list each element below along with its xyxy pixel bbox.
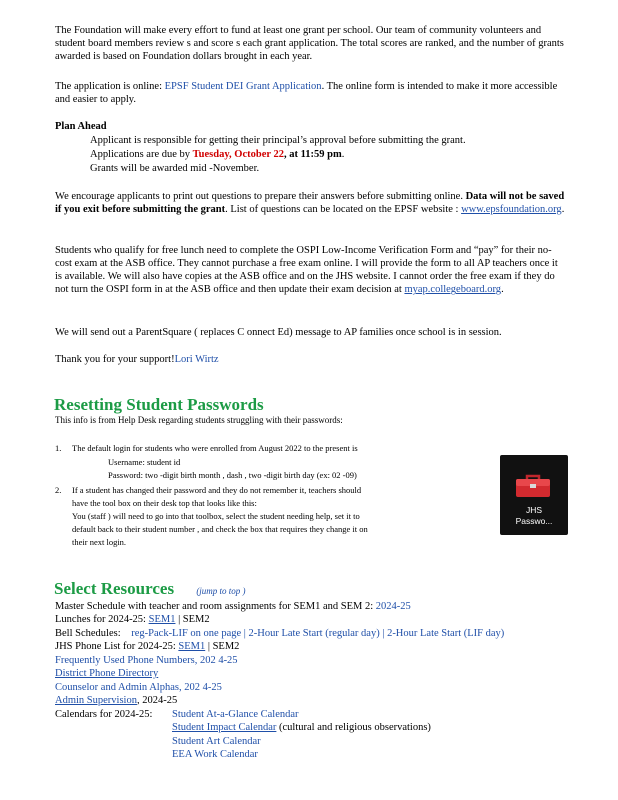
resource-text: Bell Schedules: (55, 628, 121, 639)
item2-line: If a student has changed their password and they do not remember it, teachers should (72, 485, 362, 495)
counselor-alphas-link[interactable]: Counselor and Admin Alphas, 202 4-25 (55, 682, 222, 693)
free-lunch-paragraph (55, 244, 565, 297)
resource-row (55, 600, 575, 613)
resource-row (55, 613, 575, 626)
grant-application-link[interactable]: EPSF Student DEI Grant Application (164, 81, 322, 92)
resource-row (172, 721, 431, 734)
bullet-end: . (341, 149, 345, 160)
encourage-end: . (561, 204, 565, 216)
resource-text: JHS Phone List for 2024-25: (55, 641, 176, 652)
application-suffix: . The online form is intended to make it more accessible and easier to apply. (55, 81, 558, 106)
resources-heading (54, 580, 246, 597)
master-schedule-link[interactable]: 2024-25 (375, 601, 411, 612)
resource-tail: | SEM2 (178, 614, 210, 625)
resource-tail: | SEM2 (207, 641, 240, 652)
resource-row (55, 627, 575, 640)
collegeboard-link[interactable]: myap.collegeboard.org (404, 284, 502, 296)
bell-schedules-links[interactable]: reg-Pack-LIF on one page | 2-Hour Late Start (regular day) | 2-Hour Late Start (LIF day) (131, 628, 505, 639)
item2-line: have the tool box on their desk top that looks like this: (72, 498, 257, 508)
district-directory-link[interactable]: District Phone Directory (55, 668, 159, 679)
art-calendar-link[interactable]: Student Art Calendar (172, 736, 261, 747)
due-time: , at 11:59 pm (283, 149, 342, 160)
bullet-text: Applicant is responsible for getting their principal’s approval before submitting the grant. (90, 135, 466, 146)
phone-numbers-link[interactable]: Frequently Used Phone Numbers, 202 4-25 (55, 655, 238, 666)
resources-heading-text: Select Resources (54, 579, 175, 598)
data-warning: Data will not be saved if you exit before submitting the grant (55, 191, 565, 216)
application-paragraph (55, 80, 565, 106)
encourage-text-2: . List of questions can be located on the EPSF website : (225, 204, 459, 216)
resource-tail: (cultural and religious observations) (279, 722, 431, 733)
item2-line: default back to their student number , and check the box that requires they change it on (72, 524, 368, 534)
resource-row (55, 694, 575, 707)
jhs-passwords-shortcut[interactable] (500, 455, 568, 535)
impact-calendar-link[interactable]: Student Impact Calendar (172, 722, 277, 733)
shortcut-label-line: JHS (525, 505, 543, 515)
shortcut-label-line: Passwo... (515, 515, 553, 526)
encourage-text: We encourage applicants to print out questions to prepare their answers before submitting online. (55, 191, 463, 202)
list-item (72, 148, 466, 162)
parentsquare-paragraph: We will send out a ParentSquare ( replaces C onnect Ed) message to AP families once school is in session. (55, 327, 502, 338)
username-line: Username: student id (108, 457, 181, 467)
item-number: 1. (55, 443, 62, 453)
due-date: Tuesday, October 22 (192, 149, 284, 160)
calendars-label: Calendars for 2024-25: (55, 709, 153, 720)
plan-ahead-heading: Plan Ahead (55, 121, 107, 132)
signature-name: Lori Wirtz (174, 354, 219, 365)
list-item (72, 162, 466, 176)
free-lunch-end: . (501, 284, 504, 296)
item2-line: their next login. (72, 537, 127, 547)
resource-tail: , 2024-25 (136, 695, 178, 706)
phone-list-sem1-link[interactable]: SEM1 (178, 641, 206, 652)
plan-ahead-list (72, 134, 466, 176)
admin-supervision-link[interactable]: Admin Supervision (55, 695, 137, 706)
resource-row (55, 640, 575, 653)
bullet-text: Applications are due by (90, 149, 191, 160)
password-line: Password: two -digit birth month , dash , two -digit birth day (ex: 02 -09) (108, 470, 357, 480)
lunches-sem1-link[interactable]: SEM1 (148, 614, 176, 625)
free-lunch-text: Students who qualify for free lunch need to complete the OSPI Low-Income Verification Form and “pay” for their no-cost exam at the ASB office. They cannot purchase a free exam online. I will provide the form to all AP teachers once it is available. We will also have copies at the ASB office and on the JHS website. I cannot order the free exam if they do not turn the OSPI form in at the ASB office and then update their exam decision at (55, 245, 558, 296)
epsf-website-link[interactable]: www.epsfoundation.org (461, 204, 562, 216)
intro-paragraph: The Foundation will make every effort to fund at least one grant per school. Our team of community volunteers and student board members review s and score s each grant application. The total scores are ranked, and the number of grants awarded is based on Foundation dollars brought in each year. (55, 25, 564, 63)
toolbox-icon (514, 473, 552, 499)
item-number: 2. (55, 485, 62, 495)
passwords-intro: This info is from Help Desk regarding students struggling with their passwords: (55, 415, 343, 425)
default-login-text: The default login for students who were enrolled from August 2022 to the present is (72, 443, 358, 453)
jump-to-top-link[interactable]: (jump to top ) (196, 586, 246, 596)
resource-text: Lunches for 2024-25: (55, 614, 146, 625)
shortcut-label (500, 505, 568, 526)
list-item (72, 134, 466, 148)
encourage-paragraph (55, 190, 565, 216)
resource-text: Master Schedule with teacher and room assignments for SEM1 and SEM 2: (55, 601, 374, 612)
thanks-text: Thank you for your support! (55, 354, 175, 365)
eea-work-calendar-link[interactable]: EEA Work Calendar (172, 749, 258, 760)
at-a-glance-calendar-link[interactable]: Student At-a-Glance Calendar (172, 709, 299, 720)
passwords-heading: Resetting Student Passwords (54, 395, 264, 414)
bullet-text: Grants will be awarded mid -November. (90, 163, 260, 174)
item2-line: You (staff ) will need to go into that toolbox, select the student needing help, set it to (72, 511, 360, 521)
application-prefix: The application is online: (55, 81, 163, 92)
thanks-paragraph (55, 353, 565, 366)
